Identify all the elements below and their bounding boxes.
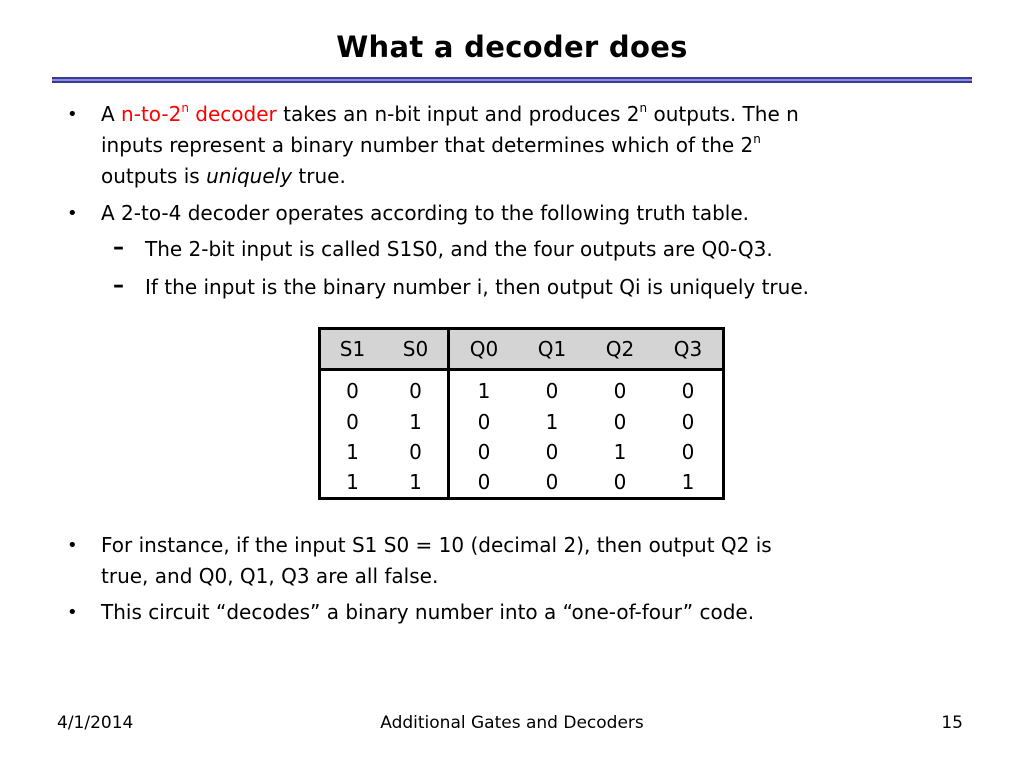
- truth-table-header-row: [320, 329, 724, 370]
- table-cell: 0: [449, 467, 519, 499]
- table-cell: 0: [654, 370, 724, 408]
- bullet-summary: [67, 597, 981, 628]
- bullet-mark: •: [67, 203, 78, 224]
- bullet-line: [101, 161, 981, 192]
- header-cell: S1: [320, 329, 385, 370]
- superscript: n: [753, 132, 761, 146]
- dash-mark: –: [113, 235, 124, 260]
- table-cell: 0: [545, 440, 559, 464]
- table-cell: 0: [586, 467, 654, 499]
- text-run: takes an n-bit input and produces 2: [276, 102, 640, 126]
- emphasis-text: uniquely: [206, 164, 293, 188]
- header-cell: Q1: [518, 329, 586, 370]
- table-cell: 0: [477, 440, 491, 464]
- sub-bullet-text: If the input is the binary number i, then output Qi is uniquely true.: [145, 275, 809, 299]
- table-row: [320, 407, 724, 437]
- table-cell: 0: [654, 407, 724, 437]
- table-cell: 0: [545, 379, 559, 403]
- table-cell: 1: [613, 440, 627, 464]
- slide-title: What a decoder does: [336, 30, 688, 64]
- sub-bullet-uniquely-true: [113, 272, 975, 303]
- title-divider: [52, 77, 972, 83]
- bullet-text: This circuit “decodes” a binary number into a “one-of-four” code.: [101, 600, 755, 624]
- table-cell: 0: [384, 437, 449, 467]
- term-superscript: n: [181, 101, 189, 115]
- bullet-line: [101, 99, 981, 130]
- table-cell: 0: [518, 467, 586, 499]
- table-cell: 0: [613, 379, 627, 403]
- bullet-example: [67, 530, 981, 592]
- bullet-line: For instance, if the input S1 S0 = 10 (decimal 2), then output Q2 is: [101, 533, 772, 557]
- bullet-line: true, and Q0, Q1, Q3 are all false.: [101, 564, 439, 588]
- table-cell: 0: [320, 407, 385, 437]
- sub-bullet-input-names: [113, 234, 975, 265]
- bullet-mark: •: [67, 535, 78, 556]
- table-cell: 0: [613, 410, 627, 434]
- bullet-mark: •: [67, 104, 78, 125]
- table-cell: 1: [384, 467, 449, 499]
- header-cell: S0: [384, 329, 449, 370]
- text-run: outputs. The n: [647, 102, 799, 126]
- bullet-truth-table-intro: [67, 198, 981, 229]
- text-run: outputs is: [101, 164, 207, 188]
- header-cell: Q3: [654, 329, 724, 370]
- table-row: [320, 467, 724, 499]
- table-cell: 0: [320, 370, 385, 408]
- footer-date: 4/1/2014: [57, 713, 134, 733]
- text-run: A: [101, 102, 122, 126]
- table-cell: 1: [320, 437, 385, 467]
- table-row: [320, 370, 724, 408]
- term-text: n-to-2: [121, 102, 182, 126]
- superscript: n: [639, 101, 648, 115]
- sub-bullet-text: The 2-bit input is called S1S0, and the four outputs are Q0-Q3.: [145, 237, 773, 261]
- decoder-term: [121, 102, 277, 126]
- dash-mark: –: [113, 273, 124, 298]
- term-text-rest: decoder: [188, 102, 277, 126]
- header-cell: Q0: [449, 329, 519, 370]
- table-row: [320, 437, 724, 467]
- bullet-text: A 2-to-4 decoder operates according to the following truth table.: [101, 201, 750, 225]
- table-cell: 0: [654, 437, 724, 467]
- table-cell: 0: [477, 410, 491, 434]
- text-run: true.: [292, 164, 346, 188]
- truth-table: [318, 327, 725, 500]
- slide-number: 15: [941, 713, 963, 733]
- footer-title: Additional Gates and Decoders: [380, 713, 644, 733]
- text-run: inputs represent a binary number that determines which of the 2: [101, 133, 754, 157]
- table-cell: 1: [384, 407, 449, 437]
- bullet-decoder-definition: [67, 99, 981, 192]
- table-cell: 1: [654, 467, 724, 499]
- bullet-line: [101, 130, 981, 161]
- table-cell: 1: [477, 379, 491, 403]
- table-cell: 1: [320, 467, 385, 499]
- table-cell: 0: [384, 370, 449, 408]
- bullet-mark: •: [67, 602, 78, 623]
- header-cell: Q2: [586, 329, 654, 370]
- table-cell: 1: [545, 410, 559, 434]
